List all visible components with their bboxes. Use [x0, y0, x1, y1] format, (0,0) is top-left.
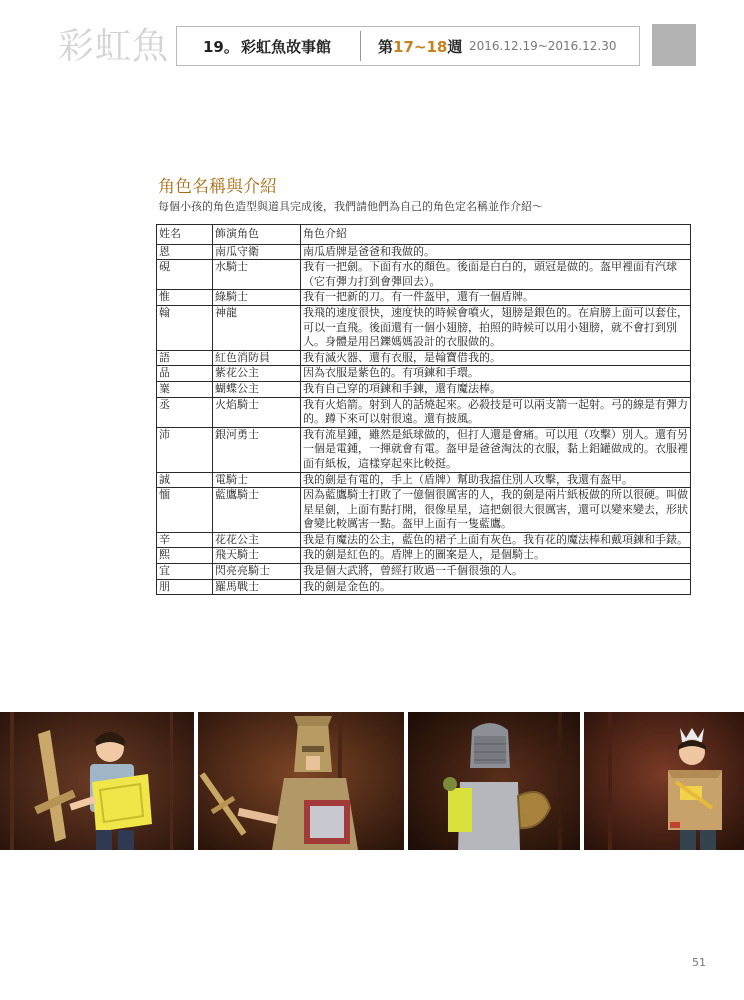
cell-intro: 我是個大武將，曾經打敗過一千個很強的人。: [301, 564, 691, 580]
cell-name: 辛: [157, 532, 213, 548]
table-row: [157, 427, 691, 472]
cell-name: 嶪: [157, 381, 213, 397]
photo-child-crown-box: [584, 712, 744, 850]
cell-name: 語: [157, 350, 213, 366]
header-tab-block: [652, 24, 696, 66]
cell-name: 愐: [157, 488, 213, 533]
table-row: [157, 244, 691, 260]
cell-role: 閃亮亮騎士: [213, 564, 301, 580]
photo-child-knight-helmet: [198, 712, 404, 850]
cell-intro: 我有一把劍。下面有水的顏色。後面是白白的，頭冠是做的。盔甲裡面有汽球（它有彈力打到會彈回去）。: [301, 260, 691, 290]
cell-intro: 南瓜盾牌是爸爸和我做的。: [301, 244, 691, 260]
header-dates: 2016.12.19~2016.12.30: [469, 39, 617, 53]
cell-name: 翰: [157, 305, 213, 350]
table-row: [157, 305, 691, 350]
week-suffix: 週: [447, 38, 463, 56]
section-subtitle: 每個小孩的角色造型與道具完成後，我們請他們為自己的角色定名稱並作介紹～: [158, 200, 543, 213]
cell-role: 神龍: [213, 305, 301, 350]
table-row: [157, 397, 691, 427]
cell-name: 品: [157, 366, 213, 382]
cell-name: 惟: [157, 290, 213, 306]
header-title: 彩虹魚故事館: [241, 38, 332, 56]
cell-role: 電騎士: [213, 472, 301, 488]
col-header-name: 姓名: [157, 225, 213, 245]
week-prefix: 第: [378, 38, 394, 56]
table-row: [157, 381, 691, 397]
cell-name: 沛: [157, 427, 213, 472]
cell-role: 南瓜守衛: [213, 244, 301, 260]
cell-intro: 我有火焰箭。射到人的話燒起來。必殺技是可以兩支箭一起射。弓的線是有彈力的。蹲下來可以射很遠。還有披風。: [301, 397, 691, 427]
table-row: [157, 290, 691, 306]
table-row: [157, 260, 691, 290]
col-header-intro: 角色介紹: [301, 225, 691, 245]
table-row: [157, 488, 691, 533]
cell-role: 綠騎士: [213, 290, 301, 306]
table-header-row: [157, 225, 691, 245]
cell-intro: 因為衣服是紫色的。有項鍊和手環。: [301, 366, 691, 382]
page-number: 51: [692, 956, 706, 969]
cell-role: 紫花公主: [213, 366, 301, 382]
brand-watermark: 彩虹魚: [58, 26, 170, 67]
cell-intro: 我飛的速度很快，速度快的時候會噴火，翅膀是銀色的。在肩膀上面可以套住，可以一直飛。後面還有一個小翅膀，拍照的時候可以用小翅膀，就不會打到別人。身體是用呂鑠媽媽設計的衣服做的。: [301, 305, 691, 350]
cell-role: 火焰騎士: [213, 397, 301, 427]
cell-name: 朋: [157, 579, 213, 595]
week-label: [378, 36, 462, 57]
cell-intro: 我有自己穿的項鍊和手鍊，還有魔法棒。: [301, 381, 691, 397]
table-row: [157, 579, 691, 595]
photo-child-grey-helmet: [408, 712, 580, 850]
cell-intro: 我有一把新的刀。有一件盔甲，還有一個盾牌。: [301, 290, 691, 306]
photo-strip: [0, 712, 744, 850]
cell-name: 誠: [157, 472, 213, 488]
cell-name: 恩: [157, 244, 213, 260]
roles-table: [156, 224, 691, 595]
table-row: [157, 366, 691, 382]
cell-intro: 我有滅火器、還有衣服，是翰寶借我的。: [301, 350, 691, 366]
cell-intro: 我有流星鍾，雖然是紙球做的，但打人還是會痛。可以甩（攻擊）別人。還有另一個是電鍾，一揮就會有電。盔甲是爸爸淘汰的衣服，黏上鋁罐做成的。衣服裡面有紙板，這樣穿起來比較挺。: [301, 427, 691, 472]
cell-role: 花花公主: [213, 532, 301, 548]
cell-role: 水騎士: [213, 260, 301, 290]
header-divider: [360, 31, 361, 61]
table-row: [157, 472, 691, 488]
cell-role: 銀河勇士: [213, 427, 301, 472]
cell-role: 紅色消防員: [213, 350, 301, 366]
table-row: [157, 350, 691, 366]
cell-role: 羅馬戰士: [213, 579, 301, 595]
table-row: [157, 532, 691, 548]
table-row: [157, 564, 691, 580]
cell-intro: 我的劍是紅色的。盾牌上的圖案是人，是個騎士。: [301, 548, 691, 564]
table-row: [157, 548, 691, 564]
cell-name: 熙: [157, 548, 213, 564]
week-range: 17~18: [393, 38, 448, 56]
issue-number: 19。: [203, 38, 239, 56]
cell-intro: 我是有魔法的公主，藍色的裙子上面有灰色。我有花的魔法棒和戴項鍊和手錶。: [301, 532, 691, 548]
page-header: [176, 26, 640, 66]
photo-child-yellow-shield: [0, 712, 194, 850]
col-header-role: 飾演角色: [213, 225, 301, 245]
cell-intro: 我的劍是有電的，手上（盾牌）幫助我擋住別人攻擊，我還有盔甲。: [301, 472, 691, 488]
cell-role: 飛天騎士: [213, 548, 301, 564]
cell-role: 藍鷹騎士: [213, 488, 301, 533]
cell-name: 宜: [157, 564, 213, 580]
section-title: 角色名稱與介紹: [158, 177, 277, 197]
cell-name: 硯: [157, 260, 213, 290]
cell-intro: 我的劍是金色的。: [301, 579, 691, 595]
cell-name: 丞: [157, 397, 213, 427]
cell-role: 蝴蝶公主: [213, 381, 301, 397]
cell-intro: 因為藍鷹騎士打敗了一億個很厲害的人，我的劍是兩片紙板做的所以很硬。叫做星星劍，上面有點打開，很像星星，這把劍很大很厲害，還可以變來變去，形狀會變比較厲害一點。盔甲上面有一隻藍鷹。: [301, 488, 691, 533]
